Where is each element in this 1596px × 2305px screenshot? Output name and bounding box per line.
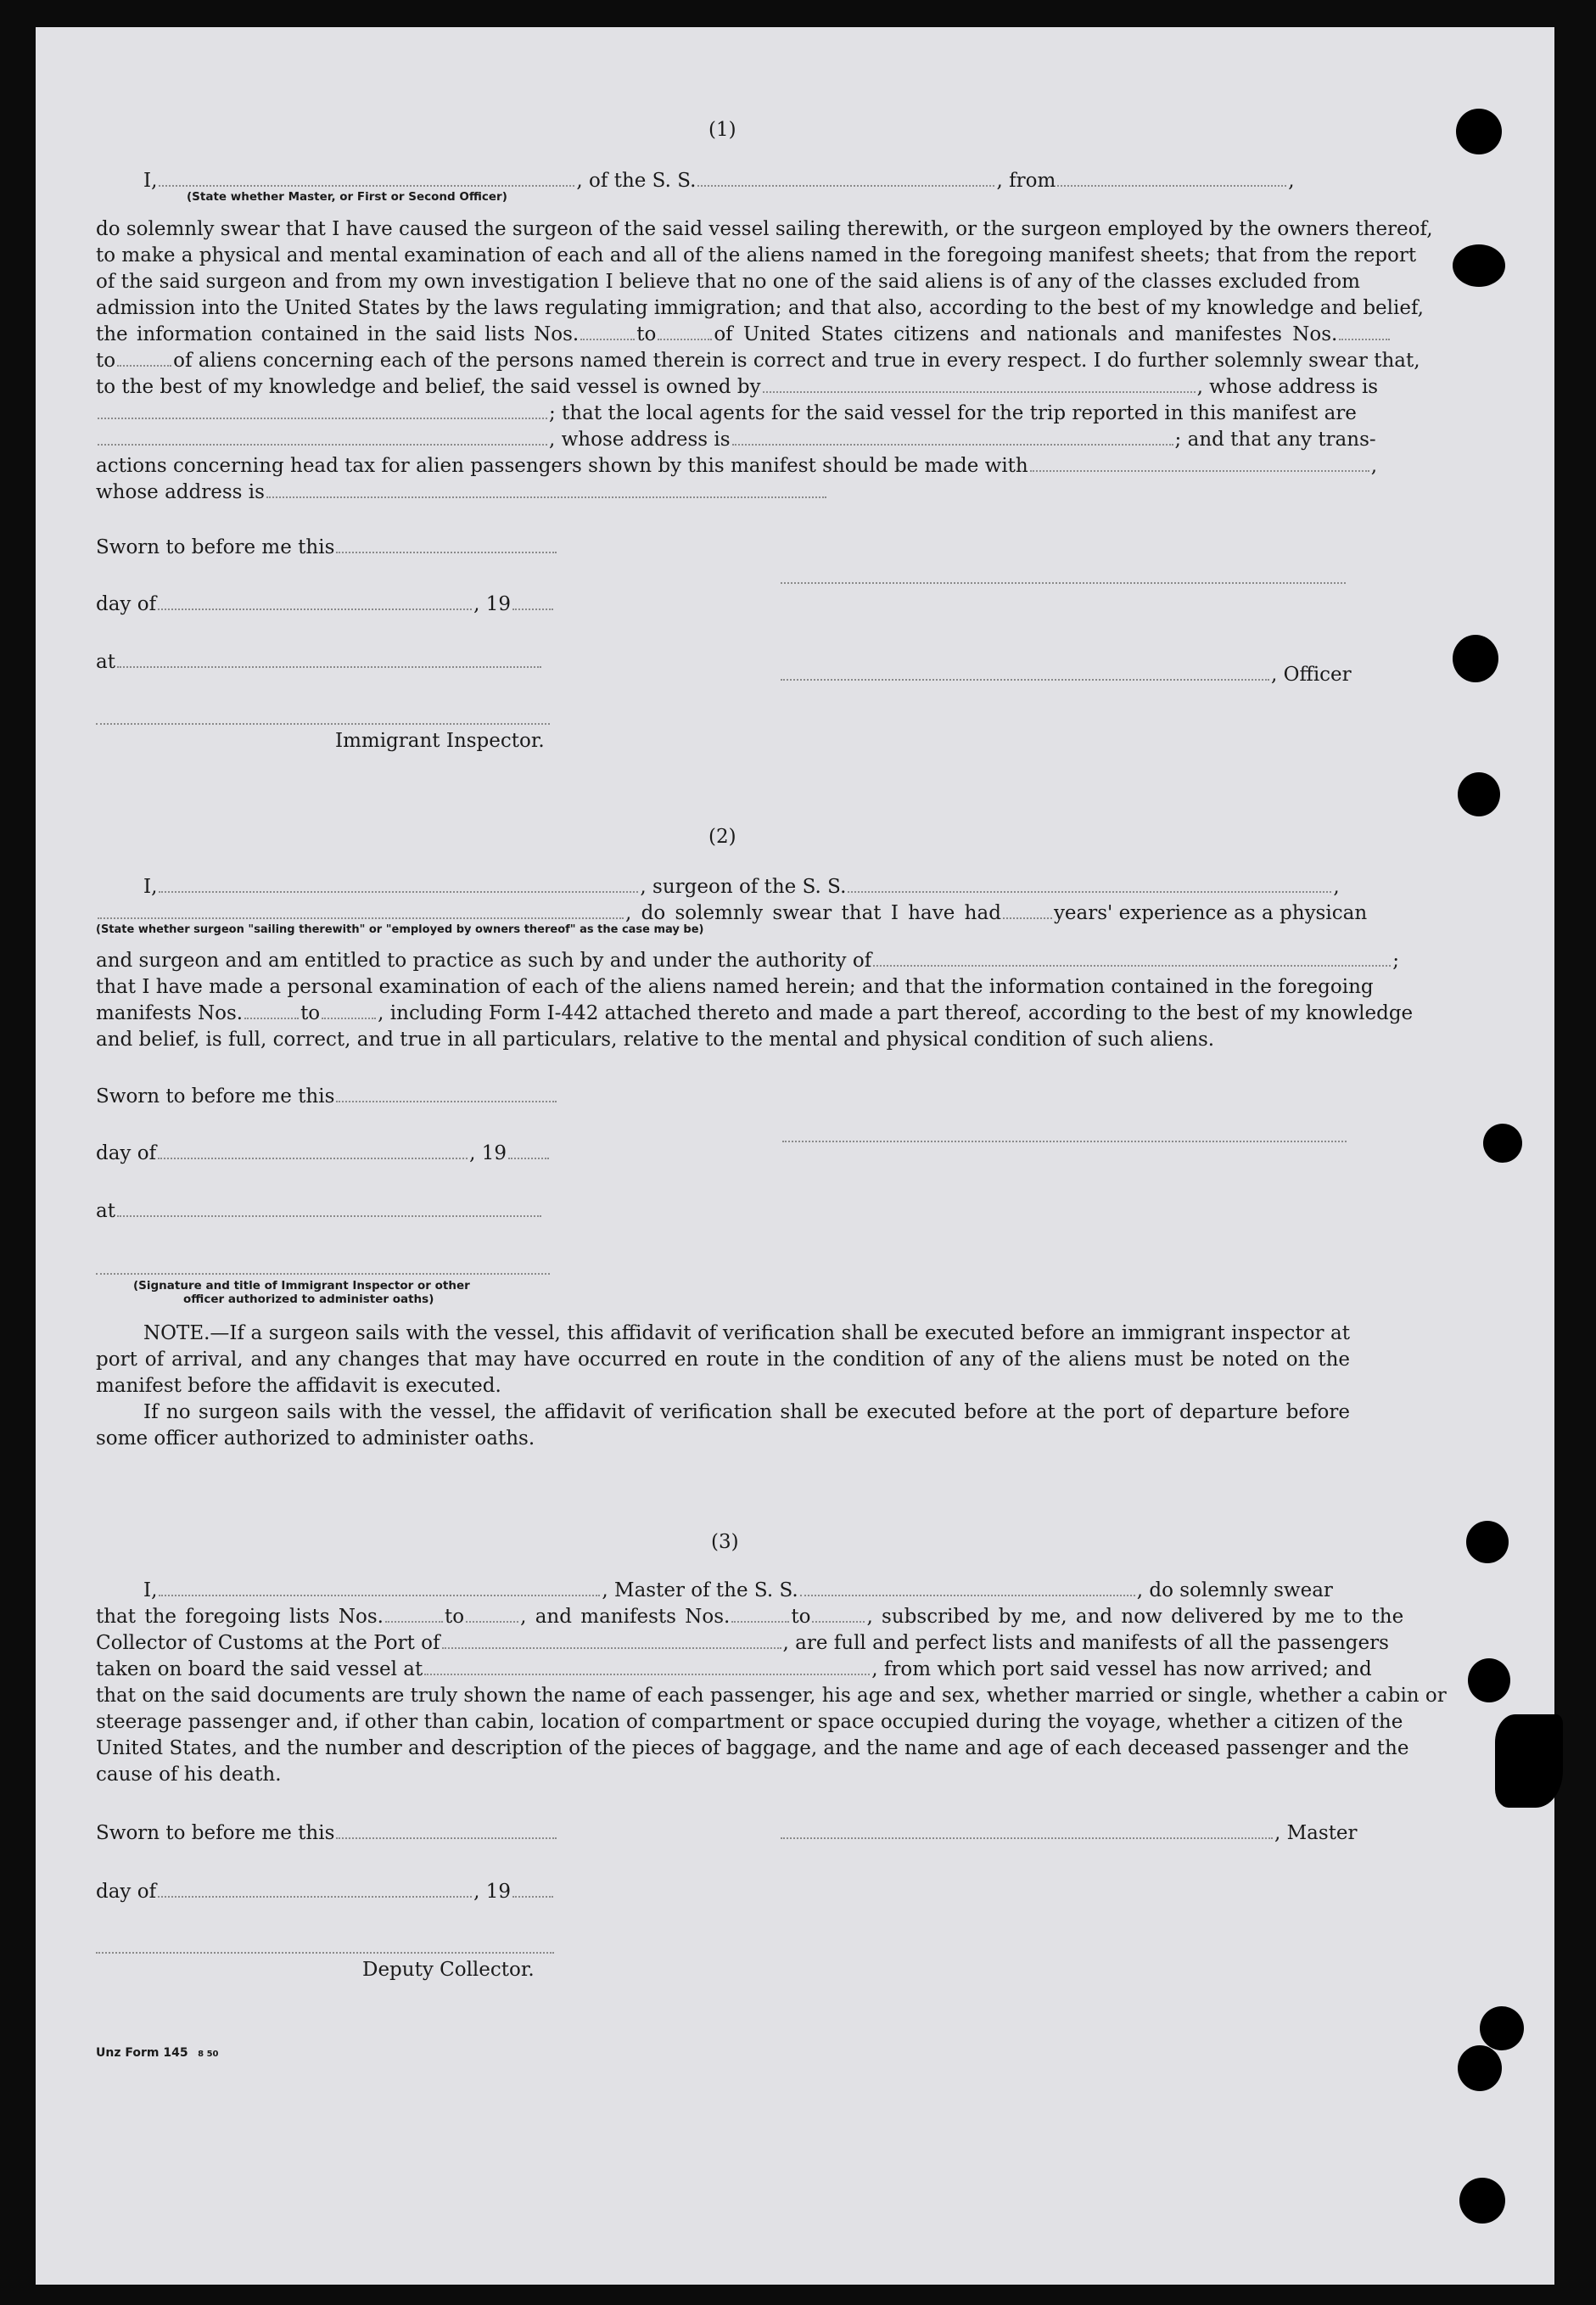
inspector-signature-line[interactable] (96, 1273, 550, 1275)
lists-to-field[interactable] (658, 335, 712, 340)
inspector-title: Immigrant Inspector. (335, 730, 545, 752)
manifests-to-field[interactable] (812, 1618, 865, 1623)
authority-field[interactable] (873, 962, 1391, 967)
lists-to-field[interactable] (466, 1618, 518, 1623)
s1-line-3: to make a physical and mental examination of each and all of the aliens named in the foregoing manifest sheets; that from the report (96, 244, 1417, 266)
note-paragraph: If no surgeon sails with the vessel, the affidavit of verification shall be executed before at the port of departure before some officer authorized to administer oaths. (96, 1401, 1350, 1450)
binder-hole (1458, 772, 1500, 816)
s1-line-9: ; that the local agents for the said vessel for the trip reported in this manifest are (96, 401, 1350, 427)
name-field[interactable] (159, 182, 574, 187)
day-of-label: day of , 19 (96, 592, 555, 618)
s2-line-5: manifests Nos. to , including Form I-442 attached thereto and made a part thereof, according to the best of my knowledge (96, 1002, 1414, 1024)
owner-field[interactable] (763, 388, 1196, 393)
binder-hole (1456, 109, 1502, 154)
signature-note: officer authorized to administer oaths) (183, 1293, 434, 1306)
s1-line-11: actions concerning head tax for alien passengers shown by this manifest should be made with , (96, 455, 1378, 477)
vessel-field[interactable] (697, 182, 994, 187)
binder-hole (1466, 1521, 1509, 1563)
at-field[interactable] (117, 663, 541, 668)
day-field[interactable] (158, 605, 472, 610)
note-paragraph: NOTE.—If a surgeon sails with the vessel, this affidavit of verification shall be executed before an immigrant inspector at port of arrival, and any changes that may have occurred en route in the condition of any of the aliens must be noted on the manifest before the affidavit is executed. (96, 1322, 1350, 1397)
head-tax-address-field[interactable] (266, 493, 826, 498)
binder-hole (1480, 2006, 1524, 2050)
s1-line-12: whose address is (96, 480, 1350, 506)
binder-hole (1453, 635, 1498, 682)
day-of-label: day of , 19 (96, 1879, 555, 1905)
officer-line: , Officer (779, 662, 1352, 688)
manifests-to-field[interactable] (322, 1014, 376, 1019)
master-signature-field[interactable] (781, 1834, 1273, 1839)
s2-line-1: I, , surgeon of the S. S. , (143, 876, 1340, 898)
manifests-field[interactable] (1339, 335, 1390, 340)
deputy-title: Deputy Collector. (362, 1959, 535, 1981)
at-field[interactable] (117, 1212, 541, 1217)
from-field[interactable] (1057, 182, 1286, 187)
binder-hole (1459, 2178, 1505, 2224)
s1-line-1: I, , of the S. S. , from , (143, 170, 1295, 192)
day-field[interactable] (158, 1154, 468, 1159)
signature-line[interactable] (782, 1141, 1347, 1142)
signature-note: (Signature and title of Immigrant Inspector or other (133, 1279, 470, 1293)
master-name-field[interactable] (159, 1591, 600, 1596)
instruction-note: (State whether surgeon "sailing therewith" or "employed by owners thereof" as the case may be) (96, 923, 704, 936)
manifests-from-field[interactable] (244, 1014, 299, 1019)
section-number: (3) (711, 1531, 739, 1553)
instruction-note: (State whether Master, or First or Second Officer) (187, 190, 507, 204)
year-field[interactable] (512, 605, 553, 610)
s1-line-10: , whose address is ; and that any trans- (96, 427, 1350, 453)
master-signature-line: , Master (779, 1820, 1358, 1847)
embark-port-field[interactable] (424, 1670, 870, 1675)
s1-line-6: the information contained in the said lists Nos. to of United States citizens and nationals and manifestes Nos. (96, 322, 1350, 348)
s3-line-7: United States, and the number and description of the pieces of baggage, and the name and age of each deceased passenger and the (96, 1737, 1409, 1759)
s3-line-8: cause of his death. (96, 1764, 282, 1786)
s1-line-4: of the said surgeon and from my own investigation I believe that no one of the said aliens is of any of the classes excluded from (96, 271, 1360, 293)
s3-line-1: I, , Master of the S. S. , do solemnly swear (143, 1579, 1333, 1601)
lists-from-field[interactable] (385, 1618, 443, 1623)
year-field[interactable] (508, 1154, 549, 1159)
section-number: (2) (708, 826, 736, 848)
at-label: at (96, 649, 543, 676)
s1-line-2: do solemnly swear that I have caused the surgeon of the said vessel sailing therewith, or the surgeon employed by the owners thereof, (96, 218, 1433, 240)
owner-address-field[interactable] (98, 414, 547, 419)
years-field[interactable] (1003, 914, 1052, 919)
surgeon-type-field[interactable] (98, 914, 624, 919)
manifests-to-field[interactable] (117, 362, 171, 367)
inspector-signature-line[interactable] (96, 723, 550, 725)
form-number: Unz Form 145 8 50 (96, 2046, 219, 2060)
s2-line-3: and surgeon and am entitled to practice as such by and under the authority of ; (96, 950, 1399, 972)
head-tax-field[interactable] (1030, 467, 1369, 472)
sworn-date-field[interactable] (336, 548, 557, 553)
at-label: at (96, 1198, 543, 1225)
day-field[interactable] (158, 1893, 472, 1898)
sworn-label: Sworn to before me this (96, 1084, 558, 1110)
day-of-label: day of , 19 (96, 1141, 551, 1167)
s3-line-5: that on the said documents are truly shown the name of each passenger, his age and sex, whether married or single, whether a cabin or (96, 1685, 1447, 1707)
sworn-date-field[interactable] (336, 1834, 557, 1839)
s3-line-4: taken on board the said vessel at , from which port said vessel has now arrived; and (96, 1658, 1372, 1680)
binder-hole (1468, 1658, 1510, 1702)
agents-address-field[interactable] (732, 440, 1173, 446)
binder-hole (1453, 244, 1505, 287)
year-field[interactable] (512, 1893, 553, 1898)
surgeon-vessel-field[interactable] (848, 888, 1331, 893)
s3-line-2: that the foregoing lists Nos. to , and manifests Nos. to , subscribed by me, and now delivered by me to the (96, 1606, 1404, 1628)
s3-line-6: steerage passenger and, if other than cabin, location of compartment or space occupied during the voyage, whether a citizen of the (96, 1711, 1403, 1733)
binder-hole (1483, 1124, 1522, 1163)
s2-line-6: and belief, is full, correct, and true in all particulars, relative to the mental and physical condition of such aliens. (96, 1029, 1215, 1051)
s1-line-8: to the best of my knowledge and belief, the said vessel is owned by , whose address is (96, 376, 1379, 398)
master-vessel-field[interactable] (800, 1591, 1135, 1596)
agents-field[interactable] (98, 440, 547, 446)
manifests-from-field[interactable] (731, 1618, 789, 1623)
paper-tear (1495, 1714, 1563, 1808)
binder-hole (1458, 2045, 1502, 2091)
surgeon-name-field[interactable] (159, 888, 638, 893)
s1-line-5: admission into the United States by the laws regulating immigration; and that also, according to the best of my knowledge and belief, (96, 297, 1424, 319)
port-field[interactable] (442, 1644, 781, 1649)
section-number: (1) (708, 119, 736, 141)
sworn-date-field[interactable] (336, 1097, 557, 1102)
sworn-label: Sworn to before me this (96, 1820, 558, 1847)
s3-line-3: Collector of Customs at the Port of , are full and perfect lists and manifests of all the passengers (96, 1632, 1389, 1654)
officer-signature-field[interactable] (781, 676, 1269, 681)
collector-signature-line[interactable] (96, 1952, 554, 1954)
sworn-label: Sworn to before me this (96, 535, 558, 561)
s1-line-7: to of aliens concerning each of the persons named therein is correct and true in every respect. I do further solemnly swear that, (96, 350, 1420, 372)
s2-line-4: that I have made a personal examination of each of the aliens named herein; and that the information contained in the foregoing (96, 976, 1374, 998)
signature-line[interactable] (781, 582, 1346, 584)
lists-from-field[interactable] (580, 335, 635, 340)
s2-line-2: , do solemnly swear that I have had years' experience as a physican (96, 900, 1350, 927)
